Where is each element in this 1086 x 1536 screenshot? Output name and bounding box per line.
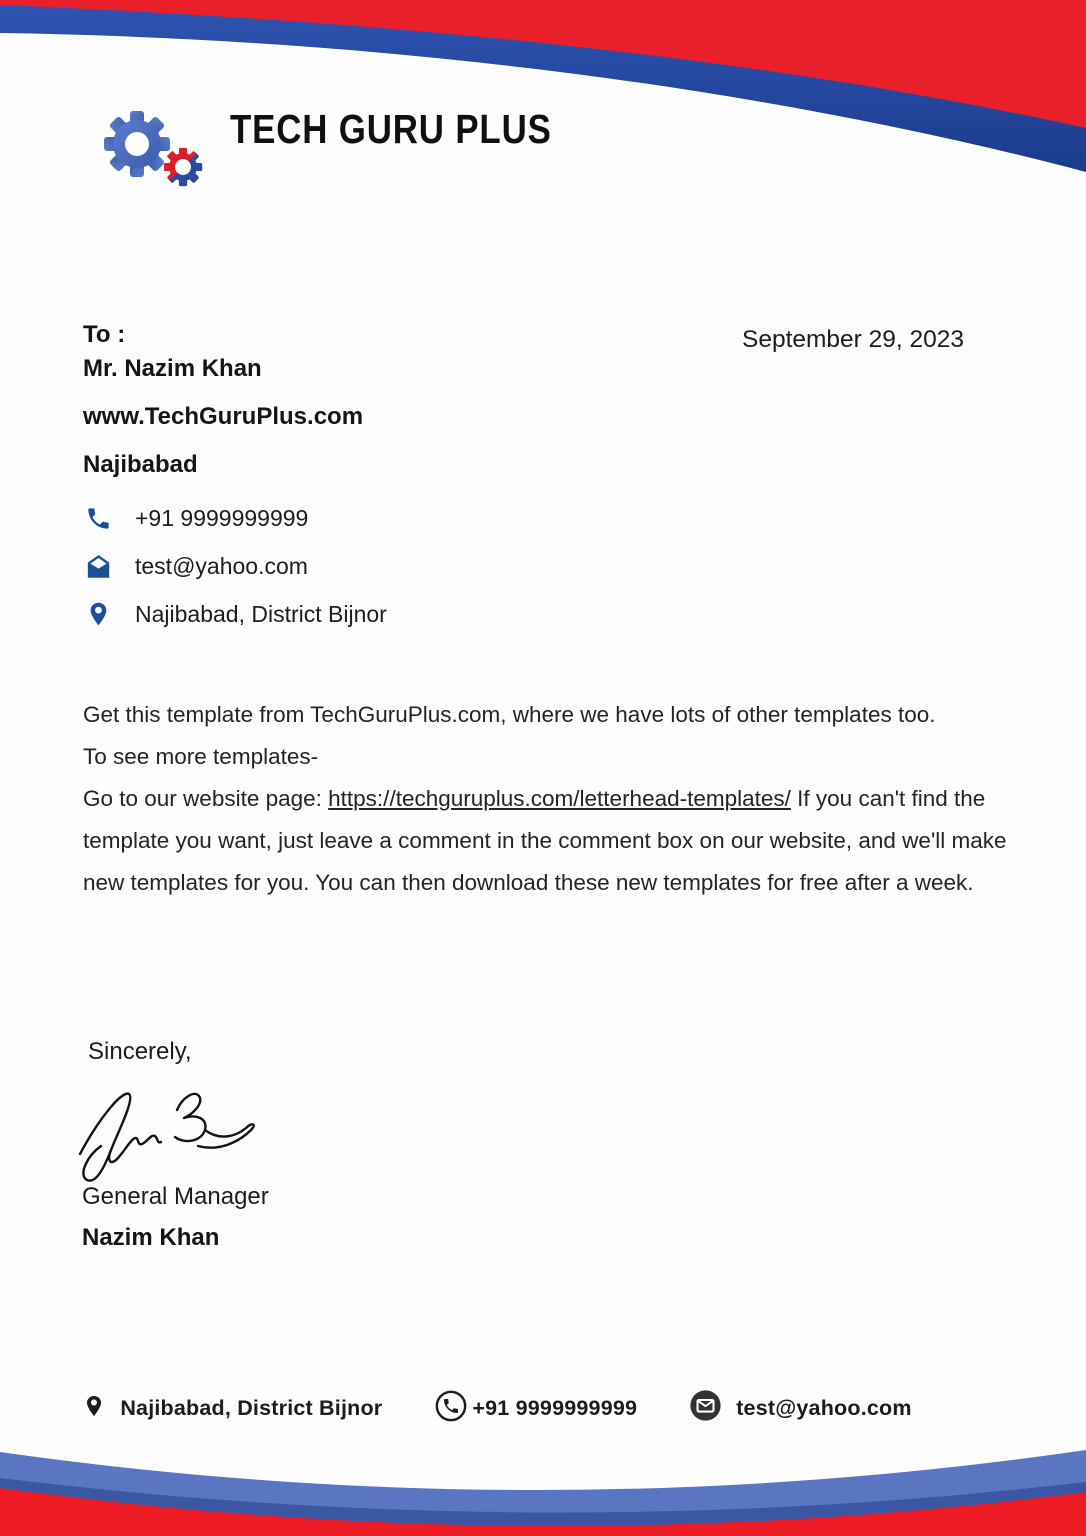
body-link-suffix: If you can't find the template you want, just leave a comment in the comment box on our website, and we'll make new templates for you. You can then download these new templates for free after a week. <box>83 786 1007 895</box>
contact-row-location <box>83 597 387 631</box>
body-line-2: To see more templates- <box>83 744 319 769</box>
letterhead-templates-link[interactable]: https://techguruplus.com/letterhead-templates/ <box>328 786 791 811</box>
email-icon <box>689 1389 722 1427</box>
location-icon <box>83 599 113 629</box>
footer-phone-text: +91 9999999999 <box>472 1395 638 1420</box>
footer-email-text: test@yahoo.com <box>736 1395 912 1420</box>
sender-name: Nazim Khan <box>82 1224 220 1251</box>
handwritten-signature <box>74 1076 304 1186</box>
recipient-city: Najibabad <box>83 451 198 478</box>
footer-item-phone <box>434 1389 637 1428</box>
footer-location-text: Najibabad, District Bijnor <box>120 1395 383 1420</box>
location-icon <box>82 1391 106 1426</box>
gears-icon <box>102 103 212 203</box>
footer-item-location <box>82 1391 382 1426</box>
body-link-prefix: Go to our website page: <box>83 786 329 811</box>
sender-title: General Manager <box>82 1183 269 1210</box>
contact-list <box>83 501 387 645</box>
phone-icon <box>434 1389 468 1428</box>
recipient-name: Mr. Nazim Khan <box>83 355 262 382</box>
salutation: Sincerely, <box>88 1038 192 1065</box>
footer-contact-row <box>0 1384 1040 1432</box>
recipient-block <box>83 318 363 482</box>
contact-location-text: Najibabad, District Bijnor <box>135 600 387 627</box>
body-paragraph <box>83 778 1023 904</box>
to-label: To : <box>83 321 126 348</box>
contact-row-email <box>83 549 387 583</box>
footer-item-email <box>689 1389 912 1427</box>
contact-row-phone <box>83 501 387 535</box>
email-icon <box>83 553 113 580</box>
letter-date: September 29, 2023 <box>742 326 965 353</box>
brand-title: TECH GURU PLUS <box>230 106 552 152</box>
letter-body <box>83 694 1023 904</box>
contact-email-text: test@yahoo.com <box>135 552 308 579</box>
recipient-site: www.TechGuruPlus.com <box>83 403 364 430</box>
phone-icon <box>83 505 113 532</box>
bottom-wave <box>0 1440 1086 1536</box>
contact-phone-text: +91 9999999999 <box>135 504 309 531</box>
body-line-1: Get this template from TechGuruPlus.com, where we have lots of other templates too. <box>83 702 936 727</box>
closing-block <box>82 1038 269 1251</box>
